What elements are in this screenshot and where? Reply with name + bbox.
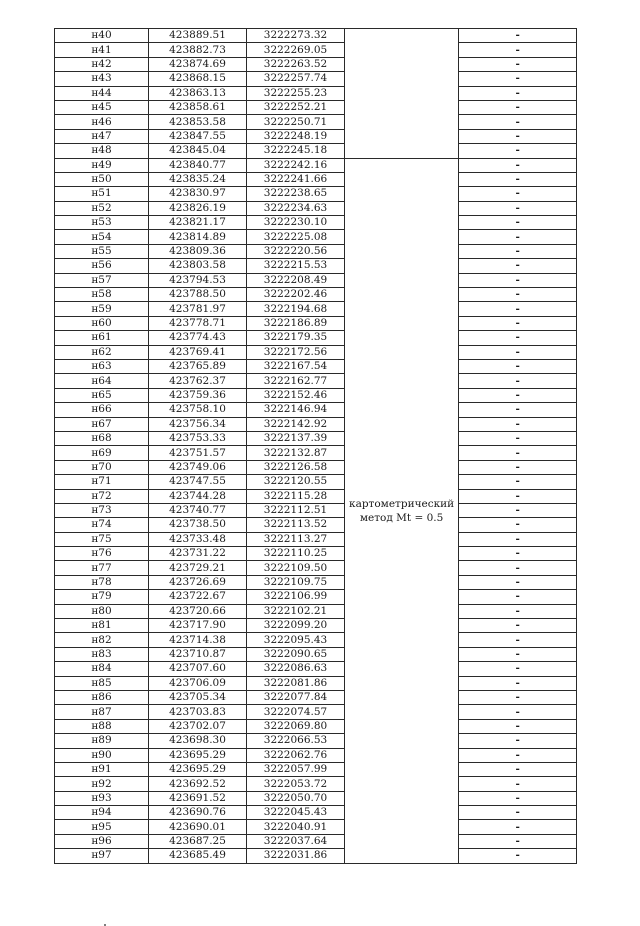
x-coordinate-cell: 423738.50 bbox=[149, 518, 247, 532]
table-row bbox=[55, 590, 577, 604]
y-coordinate-cell: 3222238.65 bbox=[247, 187, 345, 201]
x-coordinate-cell: 423853.58 bbox=[149, 115, 247, 129]
y-coordinate-cell: 3222057.99 bbox=[247, 762, 345, 776]
accuracy-cell: - bbox=[459, 834, 577, 848]
y-coordinate-cell: 3222167.54 bbox=[247, 359, 345, 373]
x-coordinate-cell: 423710.87 bbox=[149, 647, 247, 661]
point-id-cell: н95 bbox=[55, 820, 149, 834]
accuracy-cell: - bbox=[459, 345, 577, 359]
table-row bbox=[55, 302, 577, 316]
point-id-cell: н87 bbox=[55, 705, 149, 719]
y-coordinate-cell: 3222248.19 bbox=[247, 129, 345, 143]
y-coordinate-cell: 3222099.20 bbox=[247, 619, 345, 633]
accuracy-cell: - bbox=[459, 259, 577, 273]
x-coordinate-cell: 423726.69 bbox=[149, 575, 247, 589]
accuracy-cell: - bbox=[459, 647, 577, 661]
accuracy-cell: - bbox=[459, 72, 577, 86]
point-id-cell: н56 bbox=[55, 259, 149, 273]
point-id-cell: н58 bbox=[55, 288, 149, 302]
point-id-cell: н63 bbox=[55, 359, 149, 373]
y-coordinate-cell: 3222142.92 bbox=[247, 417, 345, 431]
accuracy-cell: - bbox=[459, 518, 577, 532]
accuracy-cell: - bbox=[459, 302, 577, 316]
y-coordinate-cell: 3222074.57 bbox=[247, 705, 345, 719]
point-id-cell: н72 bbox=[55, 489, 149, 503]
x-coordinate-cell: 423874.69 bbox=[149, 57, 247, 71]
point-id-cell: н92 bbox=[55, 777, 149, 791]
point-id-cell: н89 bbox=[55, 734, 149, 748]
x-coordinate-cell: 423781.97 bbox=[149, 302, 247, 316]
y-coordinate-cell: 3222230.10 bbox=[247, 216, 345, 230]
accuracy-cell: - bbox=[459, 806, 577, 820]
x-coordinate-cell: 423714.38 bbox=[149, 633, 247, 647]
x-coordinate-cell: 423749.06 bbox=[149, 460, 247, 474]
table-row bbox=[55, 29, 577, 43]
point-id-cell: н91 bbox=[55, 762, 149, 776]
y-coordinate-cell: 3222062.76 bbox=[247, 748, 345, 762]
x-coordinate-cell: 423769.41 bbox=[149, 345, 247, 359]
y-coordinate-cell: 3222152.46 bbox=[247, 388, 345, 402]
y-coordinate-cell: 3222031.86 bbox=[247, 849, 345, 863]
point-id-cell: н60 bbox=[55, 316, 149, 330]
accuracy-cell: - bbox=[459, 791, 577, 805]
point-id-cell: н66 bbox=[55, 403, 149, 417]
accuracy-cell: - bbox=[459, 273, 577, 287]
x-coordinate-cell: 423868.15 bbox=[149, 72, 247, 86]
y-coordinate-cell: 3222245.18 bbox=[247, 144, 345, 158]
table-row bbox=[55, 187, 577, 201]
point-id-cell: н90 bbox=[55, 748, 149, 762]
y-coordinate-cell: 3222050.70 bbox=[247, 791, 345, 805]
y-coordinate-cell: 3222120.55 bbox=[247, 475, 345, 489]
accuracy-cell: - bbox=[459, 561, 577, 575]
table-row bbox=[55, 676, 577, 690]
accuracy-cell: - bbox=[459, 403, 577, 417]
y-coordinate-cell: 3222090.65 bbox=[247, 647, 345, 661]
document-page bbox=[54, 28, 577, 864]
accuracy-cell: - bbox=[459, 288, 577, 302]
table-row bbox=[55, 273, 577, 287]
x-coordinate-cell: 423740.77 bbox=[149, 503, 247, 517]
x-coordinate-cell: 423778.71 bbox=[149, 316, 247, 330]
accuracy-cell: - bbox=[459, 820, 577, 834]
accuracy-cell: - bbox=[459, 86, 577, 100]
point-id-cell: н81 bbox=[55, 619, 149, 633]
accuracy-cell: - bbox=[459, 849, 577, 863]
x-coordinate-cell: 423845.04 bbox=[149, 144, 247, 158]
x-coordinate-cell: 423863.13 bbox=[149, 86, 247, 100]
coordinates-table bbox=[54, 28, 577, 864]
accuracy-cell: - bbox=[459, 475, 577, 489]
point-id-cell: н71 bbox=[55, 475, 149, 489]
y-coordinate-cell: 3222215.53 bbox=[247, 259, 345, 273]
table-row bbox=[55, 834, 577, 848]
y-coordinate-cell: 3222077.84 bbox=[247, 690, 345, 704]
accuracy-cell: - bbox=[459, 144, 577, 158]
table-row bbox=[55, 431, 577, 445]
accuracy-cell: - bbox=[459, 633, 577, 647]
table-row bbox=[55, 216, 577, 230]
accuracy-cell: - bbox=[459, 374, 577, 388]
x-coordinate-cell: 423733.48 bbox=[149, 532, 247, 546]
point-id-cell: н44 bbox=[55, 86, 149, 100]
x-coordinate-cell: 423765.89 bbox=[149, 359, 247, 373]
y-coordinate-cell: 3222194.68 bbox=[247, 302, 345, 316]
table-row bbox=[55, 777, 577, 791]
point-id-cell: н62 bbox=[55, 345, 149, 359]
y-coordinate-cell: 3222172.56 bbox=[247, 345, 345, 359]
y-coordinate-cell: 3222220.56 bbox=[247, 244, 345, 258]
y-coordinate-cell: 3222250.71 bbox=[247, 115, 345, 129]
point-id-cell: н96 bbox=[55, 834, 149, 848]
accuracy-cell: - bbox=[459, 431, 577, 445]
point-id-cell: н49 bbox=[55, 158, 149, 172]
y-coordinate-cell: 3222179.35 bbox=[247, 331, 345, 345]
accuracy-cell: - bbox=[459, 115, 577, 129]
accuracy-cell: - bbox=[459, 244, 577, 258]
y-coordinate-cell: 3222106.99 bbox=[247, 590, 345, 604]
table-row bbox=[55, 129, 577, 143]
accuracy-cell: - bbox=[459, 388, 577, 402]
table-row bbox=[55, 345, 577, 359]
point-id-cell: н64 bbox=[55, 374, 149, 388]
y-coordinate-cell: 3222132.87 bbox=[247, 446, 345, 460]
accuracy-cell: - bbox=[459, 57, 577, 71]
accuracy-cell: - bbox=[459, 230, 577, 244]
y-coordinate-cell: 3222113.52 bbox=[247, 518, 345, 532]
y-coordinate-cell: 3222069.80 bbox=[247, 719, 345, 733]
accuracy-cell: - bbox=[459, 619, 577, 633]
x-coordinate-cell: 423747.55 bbox=[149, 475, 247, 489]
table-row bbox=[55, 331, 577, 345]
table-row bbox=[55, 403, 577, 417]
x-coordinate-cell: 423753.33 bbox=[149, 431, 247, 445]
x-coordinate-cell: 423692.52 bbox=[149, 777, 247, 791]
y-coordinate-cell: 3222202.46 bbox=[247, 288, 345, 302]
y-coordinate-cell: 3222234.63 bbox=[247, 201, 345, 215]
y-coordinate-cell: 3222040.91 bbox=[247, 820, 345, 834]
table-row bbox=[55, 230, 577, 244]
x-coordinate-cell: 423690.01 bbox=[149, 820, 247, 834]
accuracy-cell: - bbox=[459, 100, 577, 114]
table-row bbox=[55, 690, 577, 704]
y-coordinate-cell: 3222066.53 bbox=[247, 734, 345, 748]
point-id-cell: н84 bbox=[55, 662, 149, 676]
method-label: картометрический bbox=[349, 497, 455, 510]
table-row bbox=[55, 57, 577, 71]
table-row bbox=[55, 86, 577, 100]
x-coordinate-cell: 423729.21 bbox=[149, 561, 247, 575]
table-row bbox=[55, 417, 577, 431]
point-id-cell: н50 bbox=[55, 172, 149, 186]
x-coordinate-cell: 423826.19 bbox=[149, 201, 247, 215]
point-id-cell: н51 bbox=[55, 187, 149, 201]
y-coordinate-cell: 3222263.52 bbox=[247, 57, 345, 71]
x-coordinate-cell: 423788.50 bbox=[149, 288, 247, 302]
table-row bbox=[55, 561, 577, 575]
method-cell-upper bbox=[345, 29, 459, 159]
y-coordinate-cell: 3222037.64 bbox=[247, 834, 345, 848]
x-coordinate-cell: 423751.57 bbox=[149, 446, 247, 460]
table-row bbox=[55, 158, 577, 172]
point-id-cell: н55 bbox=[55, 244, 149, 258]
x-coordinate-cell: 423809.36 bbox=[149, 244, 247, 258]
accuracy-cell: - bbox=[459, 316, 577, 330]
y-coordinate-cell: 3222255.23 bbox=[247, 86, 345, 100]
accuracy-cell: - bbox=[459, 705, 577, 719]
point-id-cell: н97 bbox=[55, 849, 149, 863]
table-row bbox=[55, 446, 577, 460]
method-cell bbox=[345, 158, 459, 863]
table-row bbox=[55, 43, 577, 57]
y-coordinate-cell: 3222110.25 bbox=[247, 547, 345, 561]
point-id-cell: н68 bbox=[55, 431, 149, 445]
y-coordinate-cell: 3222109.75 bbox=[247, 575, 345, 589]
point-id-cell: н42 bbox=[55, 57, 149, 71]
accuracy-cell: - bbox=[459, 158, 577, 172]
table-row bbox=[55, 359, 577, 373]
table-row bbox=[55, 633, 577, 647]
accuracy-cell: - bbox=[459, 201, 577, 215]
x-coordinate-cell: 423762.37 bbox=[149, 374, 247, 388]
point-id-cell: н78 bbox=[55, 575, 149, 589]
x-coordinate-cell: 423707.60 bbox=[149, 662, 247, 676]
table-row bbox=[55, 662, 577, 676]
accuracy-cell: - bbox=[459, 43, 577, 57]
table-row bbox=[55, 619, 577, 633]
x-coordinate-cell: 423744.28 bbox=[149, 489, 247, 503]
accuracy-cell: - bbox=[459, 575, 577, 589]
x-coordinate-cell: 423821.17 bbox=[149, 216, 247, 230]
accuracy-cell: - bbox=[459, 762, 577, 776]
accuracy-cell: - bbox=[459, 29, 577, 43]
point-id-cell: н65 bbox=[55, 388, 149, 402]
y-coordinate-cell: 3222186.89 bbox=[247, 316, 345, 330]
coordinates-table-body bbox=[55, 29, 577, 864]
x-coordinate-cell: 423882.73 bbox=[149, 43, 247, 57]
point-id-cell: н47 bbox=[55, 129, 149, 143]
x-coordinate-cell: 423702.07 bbox=[149, 719, 247, 733]
table-row bbox=[55, 489, 577, 503]
y-coordinate-cell: 3222053.72 bbox=[247, 777, 345, 791]
accuracy-cell: - bbox=[459, 532, 577, 546]
point-id-cell: н40 bbox=[55, 29, 149, 43]
table-row bbox=[55, 518, 577, 532]
table-row bbox=[55, 259, 577, 273]
table-row bbox=[55, 388, 577, 402]
x-coordinate-cell: 423758.10 bbox=[149, 403, 247, 417]
accuracy-cell: - bbox=[459, 187, 577, 201]
accuracy-cell: - bbox=[459, 331, 577, 345]
x-coordinate-cell: 423803.58 bbox=[149, 259, 247, 273]
point-id-cell: н54 bbox=[55, 230, 149, 244]
table-row bbox=[55, 172, 577, 186]
x-coordinate-cell: 423695.29 bbox=[149, 762, 247, 776]
y-coordinate-cell: 3222086.63 bbox=[247, 662, 345, 676]
x-coordinate-cell: 423687.25 bbox=[149, 834, 247, 848]
table-row bbox=[55, 316, 577, 330]
y-coordinate-cell: 3222115.28 bbox=[247, 489, 345, 503]
y-coordinate-cell: 3222126.58 bbox=[247, 460, 345, 474]
x-coordinate-cell: 423814.89 bbox=[149, 230, 247, 244]
x-coordinate-cell: 423690.76 bbox=[149, 806, 247, 820]
table-row bbox=[55, 705, 577, 719]
x-coordinate-cell: 423731.22 bbox=[149, 547, 247, 561]
table-row bbox=[55, 201, 577, 215]
y-coordinate-cell: 3222269.05 bbox=[247, 43, 345, 57]
x-coordinate-cell: 423756.34 bbox=[149, 417, 247, 431]
point-id-cell: н93 bbox=[55, 791, 149, 805]
table-row bbox=[55, 820, 577, 834]
y-coordinate-cell: 3222241.66 bbox=[247, 172, 345, 186]
table-row bbox=[55, 762, 577, 776]
point-id-cell: н83 bbox=[55, 647, 149, 661]
point-id-cell: н76 bbox=[55, 547, 149, 561]
point-id-cell: н57 bbox=[55, 273, 149, 287]
point-id-cell: н61 bbox=[55, 331, 149, 345]
y-coordinate-cell: 3222095.43 bbox=[247, 633, 345, 647]
x-coordinate-cell: 423722.67 bbox=[149, 590, 247, 604]
point-id-cell: н79 bbox=[55, 590, 149, 604]
x-coordinate-cell: 423695.29 bbox=[149, 748, 247, 762]
accuracy-cell: - bbox=[459, 734, 577, 748]
x-coordinate-cell: 423720.66 bbox=[149, 604, 247, 618]
x-coordinate-cell: 423698.30 bbox=[149, 734, 247, 748]
x-coordinate-cell: 423858.61 bbox=[149, 100, 247, 114]
y-coordinate-cell: 3222252.21 bbox=[247, 100, 345, 114]
point-id-cell: н59 bbox=[55, 302, 149, 316]
x-coordinate-cell: 423830.97 bbox=[149, 187, 247, 201]
table-row bbox=[55, 547, 577, 561]
point-id-cell: н52 bbox=[55, 201, 149, 215]
accuracy-cell: - bbox=[459, 503, 577, 517]
accuracy-cell: - bbox=[459, 719, 577, 733]
table-row bbox=[55, 604, 577, 618]
y-coordinate-cell: 3222225.08 bbox=[247, 230, 345, 244]
point-id-cell: н69 bbox=[55, 446, 149, 460]
table-row bbox=[55, 288, 577, 302]
x-coordinate-cell: 423889.51 bbox=[149, 29, 247, 43]
y-coordinate-cell: 3222137.39 bbox=[247, 431, 345, 445]
table-row bbox=[55, 144, 577, 158]
x-coordinate-cell: 423705.34 bbox=[149, 690, 247, 704]
accuracy-cell: - bbox=[459, 690, 577, 704]
point-id-cell: н80 bbox=[55, 604, 149, 618]
y-coordinate-cell: 3222162.77 bbox=[247, 374, 345, 388]
accuracy-cell: - bbox=[459, 172, 577, 186]
accuracy-cell: - bbox=[459, 590, 577, 604]
x-coordinate-cell: 423706.09 bbox=[149, 676, 247, 690]
y-coordinate-cell: 3222045.43 bbox=[247, 806, 345, 820]
point-id-cell: н53 bbox=[55, 216, 149, 230]
table-row bbox=[55, 475, 577, 489]
x-coordinate-cell: 423794.53 bbox=[149, 273, 247, 287]
y-coordinate-cell: 3222081.86 bbox=[247, 676, 345, 690]
point-id-cell: н73 bbox=[55, 503, 149, 517]
y-coordinate-cell: 3222273.32 bbox=[247, 29, 345, 43]
point-id-cell: н46 bbox=[55, 115, 149, 129]
x-coordinate-cell: 423759.36 bbox=[149, 388, 247, 402]
point-id-cell: н77 bbox=[55, 561, 149, 575]
table-row bbox=[55, 734, 577, 748]
x-coordinate-cell: 423847.55 bbox=[149, 129, 247, 143]
point-id-cell: н75 bbox=[55, 532, 149, 546]
point-id-cell: н45 bbox=[55, 100, 149, 114]
accuracy-cell: - bbox=[459, 604, 577, 618]
point-id-cell: н41 bbox=[55, 43, 149, 57]
accuracy-cell: - bbox=[459, 129, 577, 143]
x-coordinate-cell: 423835.24 bbox=[149, 172, 247, 186]
x-coordinate-cell: 423691.52 bbox=[149, 791, 247, 805]
y-coordinate-cell: 3222242.16 bbox=[247, 158, 345, 172]
table-row bbox=[55, 575, 577, 589]
table-row bbox=[55, 748, 577, 762]
table-row bbox=[55, 791, 577, 805]
table-row bbox=[55, 244, 577, 258]
table-row bbox=[55, 115, 577, 129]
accuracy-cell: - bbox=[459, 359, 577, 373]
point-id-cell: н88 bbox=[55, 719, 149, 733]
y-coordinate-cell: 3222109.50 bbox=[247, 561, 345, 575]
point-id-cell: н48 bbox=[55, 144, 149, 158]
x-coordinate-cell: 423717.90 bbox=[149, 619, 247, 633]
table-row bbox=[55, 806, 577, 820]
table-row bbox=[55, 72, 577, 86]
accuracy-cell: - bbox=[459, 489, 577, 503]
y-coordinate-cell: 3222208.49 bbox=[247, 273, 345, 287]
x-coordinate-cell: 423774.43 bbox=[149, 331, 247, 345]
y-coordinate-cell: 3222112.51 bbox=[247, 503, 345, 517]
accuracy-cell: - bbox=[459, 547, 577, 561]
table-row bbox=[55, 460, 577, 474]
x-coordinate-cell: 423840.77 bbox=[149, 158, 247, 172]
point-id-cell: н43 bbox=[55, 72, 149, 86]
x-coordinate-cell: 423685.49 bbox=[149, 849, 247, 863]
x-coordinate-cell: 423703.83 bbox=[149, 705, 247, 719]
table-row bbox=[55, 503, 577, 517]
accuracy-cell: - bbox=[459, 216, 577, 230]
point-id-cell: н70 bbox=[55, 460, 149, 474]
accuracy-cell: - bbox=[459, 777, 577, 791]
y-coordinate-cell: 3222113.27 bbox=[247, 532, 345, 546]
accuracy-cell: - bbox=[459, 417, 577, 431]
accuracy-cell: - bbox=[459, 446, 577, 460]
accuracy-label: метод Mt = 0.5 bbox=[359, 511, 444, 524]
accuracy-cell: - bbox=[459, 662, 577, 676]
accuracy-cell: - bbox=[459, 748, 577, 762]
accuracy-cell: - bbox=[459, 676, 577, 690]
table-row bbox=[55, 532, 577, 546]
table-row bbox=[55, 647, 577, 661]
point-id-cell: н85 bbox=[55, 676, 149, 690]
table-row bbox=[55, 719, 577, 733]
y-coordinate-cell: 3222146.94 bbox=[247, 403, 345, 417]
accuracy-cell: - bbox=[459, 460, 577, 474]
table-row bbox=[55, 374, 577, 388]
table-row bbox=[55, 849, 577, 863]
point-id-cell: н82 bbox=[55, 633, 149, 647]
point-id-cell: н67 bbox=[55, 417, 149, 431]
y-coordinate-cell: 3222102.21 bbox=[247, 604, 345, 618]
point-id-cell: н86 bbox=[55, 690, 149, 704]
table-row bbox=[55, 100, 577, 114]
point-id-cell: н74 bbox=[55, 518, 149, 532]
y-coordinate-cell: 3222257.74 bbox=[247, 72, 345, 86]
point-id-cell: н94 bbox=[55, 806, 149, 820]
